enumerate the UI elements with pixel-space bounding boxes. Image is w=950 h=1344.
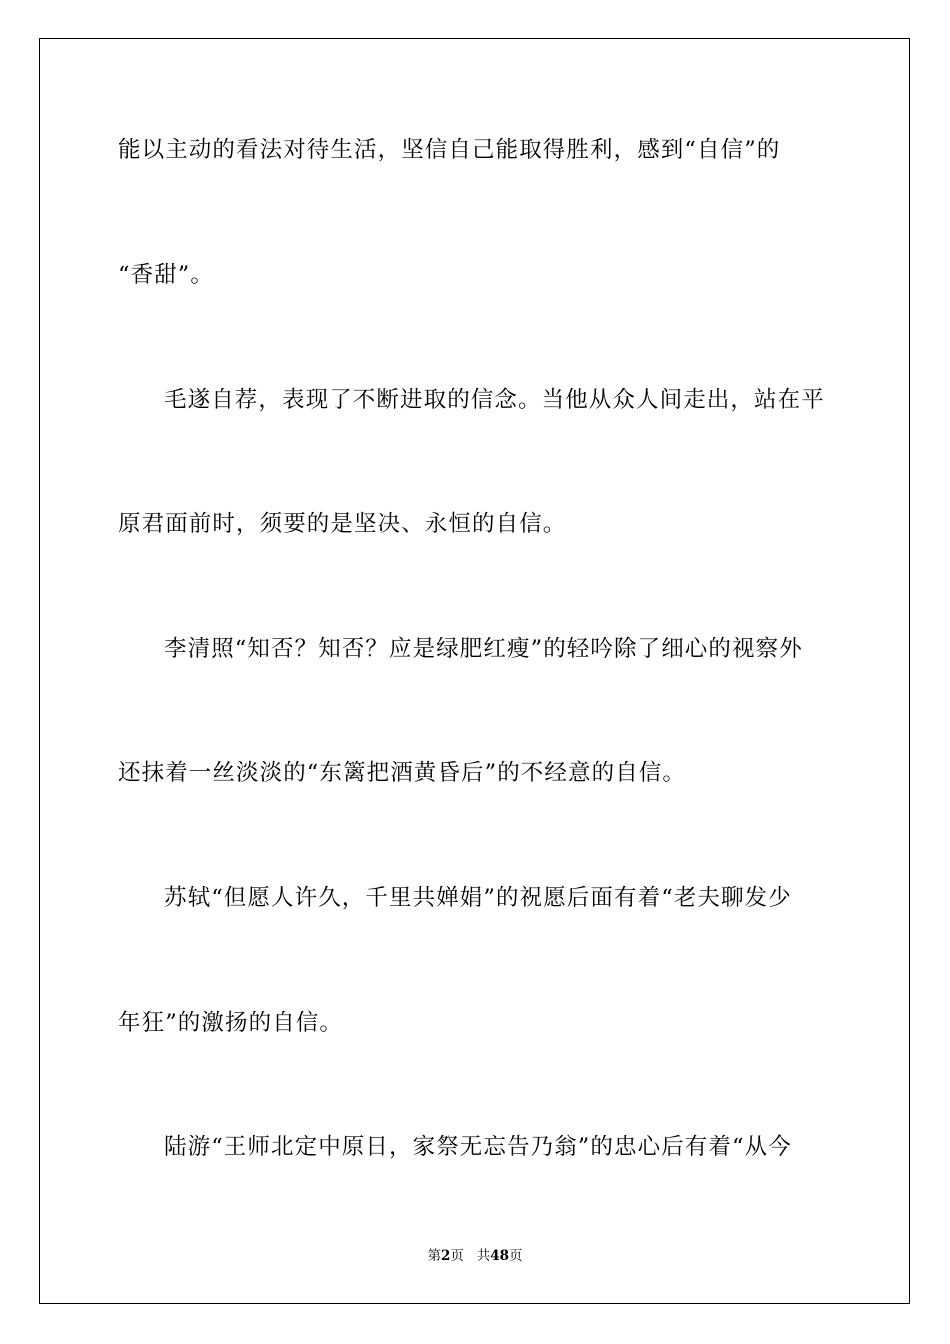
- text-line-5: 李清照“知否？知否？应是绿肥红瘦”的轻吟除了细心的视察外: [164, 636, 803, 662]
- page-border: [39, 38, 910, 1304]
- footer-page-suffix: 页: [450, 1248, 464, 1264]
- footer-page-prefix: 第: [427, 1248, 441, 1264]
- text-line-7: 苏轼“但愿人许久，千里共婵娟”的祝愿后面有着“老夫聊发少: [164, 885, 792, 911]
- text-line-2: “香甜”。: [118, 262, 215, 288]
- text-line-3: 毛遂自荐，表现了不断进取的信念。当他从众人间走出，站在平: [164, 387, 825, 413]
- text-line-6: 还抹着一丝淡淡的“东篱把酒黄昏后”的不经意的自信。: [118, 760, 687, 786]
- text-line-8: 年狂”的激扬的自信。: [118, 1010, 344, 1036]
- page-footer: [0, 1247, 950, 1265]
- footer-page-number: 2: [440, 1248, 451, 1264]
- text-line-4: 原君面前时，须要的是坚决、永恒的自信。: [118, 511, 567, 537]
- footer-total-pages: 48: [490, 1248, 510, 1264]
- footer-total-prefix: 共: [476, 1248, 491, 1264]
- text-line-9: 陆游“王师北定中原日，家祭无忘告乃翁”的忠心后有着“从今: [164, 1134, 792, 1160]
- footer-total-suffix: 页: [509, 1248, 523, 1264]
- text-line-1: 能以主动的看法对待生活，坚信自己能取得胜利，感到“自信”的: [118, 137, 781, 163]
